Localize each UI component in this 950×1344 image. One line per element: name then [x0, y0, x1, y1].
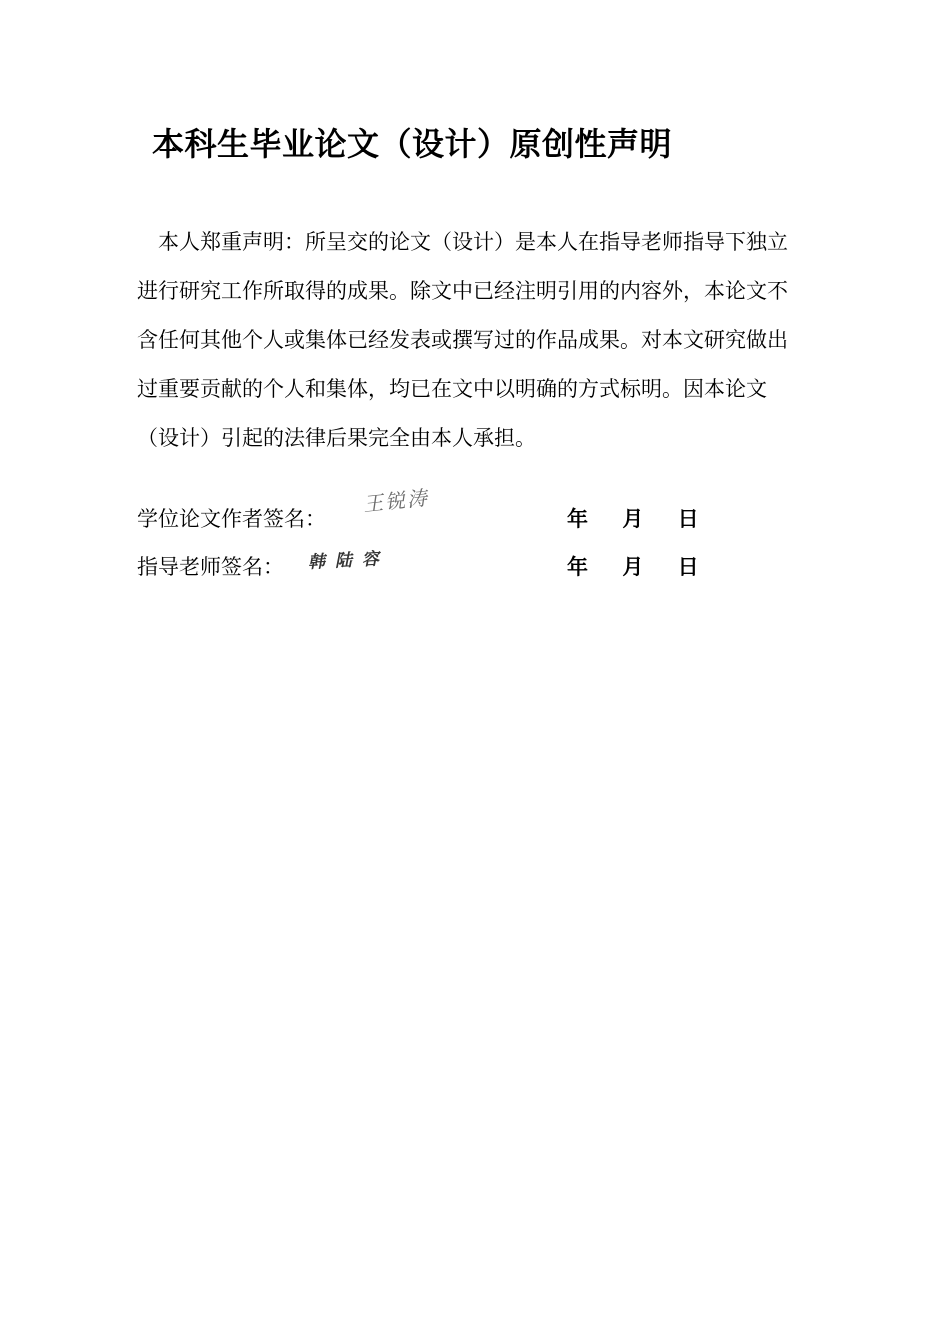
declaration-line: 含任何其他个人或集体已经发表或撰写过的作品成果。对本文研究做出	[137, 328, 788, 352]
month-label: 月	[622, 507, 644, 531]
declaration-line: 进行研究工作所取得的成果。除文中已经注明引用的内容外，本论文不	[137, 279, 788, 303]
declaration-line: 过重要贡献的个人和集体，均已在文中以明确的方式标明。因本论文	[137, 377, 767, 401]
year-label: 年	[567, 507, 588, 531]
author-date-fields	[567, 499, 708, 539]
month-label: 月	[622, 555, 644, 579]
declaration-line: 本人郑重声明：所呈交的论文（设计）是本人在指导老师指导下独立	[137, 230, 788, 254]
declaration-text	[137, 218, 837, 463]
year-label: 年	[567, 555, 588, 579]
advisor-handwritten-signature: 韩 陆 容	[307, 549, 382, 573]
author-handwritten-signature: 王锐涛	[361, 485, 431, 517]
day-label: 日	[677, 555, 699, 579]
day-label: 日	[677, 507, 699, 531]
author-signature-label: 学位论文作者签名：	[137, 507, 326, 531]
advisor-date-fields	[567, 547, 708, 587]
page-title: 本科生毕业论文（设计）原创性声明	[152, 125, 673, 163]
advisor-signature-row	[137, 547, 837, 587]
declaration-line: （设计）引起的法律后果完全由本人承担。	[137, 426, 536, 450]
advisor-signature-label: 指导老师签名：	[137, 555, 284, 579]
author-signature-row	[137, 485, 837, 539]
